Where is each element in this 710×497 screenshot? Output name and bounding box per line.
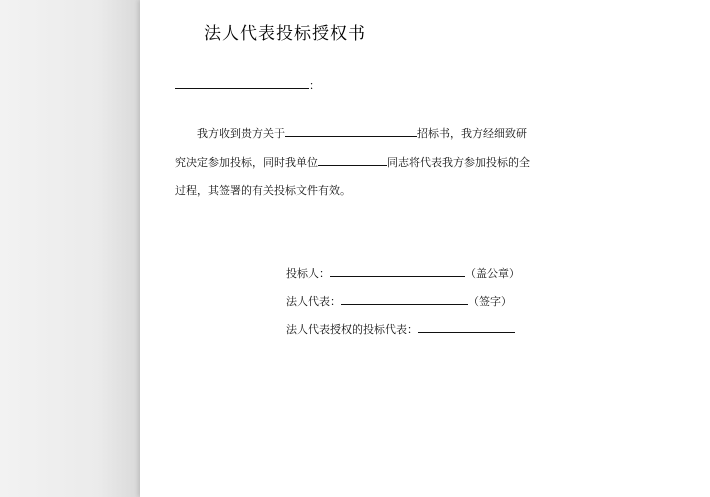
authorized-rep-row bbox=[286, 320, 515, 337]
addressee-blank bbox=[175, 76, 309, 89]
rep-note: （签字） bbox=[468, 295, 512, 308]
authorized-label: 法人代表授权的投标代表： bbox=[286, 323, 418, 336]
paragraph-text-2a: 究决定参加投标，同时我单位 bbox=[175, 156, 318, 169]
paragraph-text-3: 过程，其签署的有关投标文件有效。 bbox=[175, 184, 351, 197]
addressee-colon: ： bbox=[309, 79, 320, 92]
authorized-blank bbox=[418, 320, 515, 333]
document-page bbox=[140, 0, 710, 497]
representative-name-blank bbox=[318, 153, 387, 166]
addressee-line bbox=[175, 76, 320, 93]
project-blank bbox=[285, 124, 417, 137]
bidder-label: 投标人： bbox=[286, 267, 330, 280]
paragraph-line-3 bbox=[175, 182, 351, 198]
rep-signature-row bbox=[286, 292, 512, 309]
bidder-signature-row bbox=[286, 264, 520, 281]
paragraph-text-1a: 我方收到贵方关于 bbox=[197, 127, 285, 140]
page-background-margin bbox=[0, 0, 140, 497]
bidder-note: （盖公章） bbox=[465, 267, 520, 280]
paragraph-line-1 bbox=[197, 124, 527, 141]
bidder-blank bbox=[330, 264, 465, 277]
rep-blank bbox=[341, 292, 468, 305]
paragraph-text-1b: 招标书，我方经细致研 bbox=[417, 127, 527, 140]
paragraph-text-2b: 同志将代表我方参加投标的全 bbox=[387, 156, 530, 169]
rep-label: 法人代表： bbox=[286, 295, 341, 308]
page-title: 法人代表投标授权书 bbox=[204, 24, 366, 44]
paragraph-line-2 bbox=[175, 153, 530, 170]
